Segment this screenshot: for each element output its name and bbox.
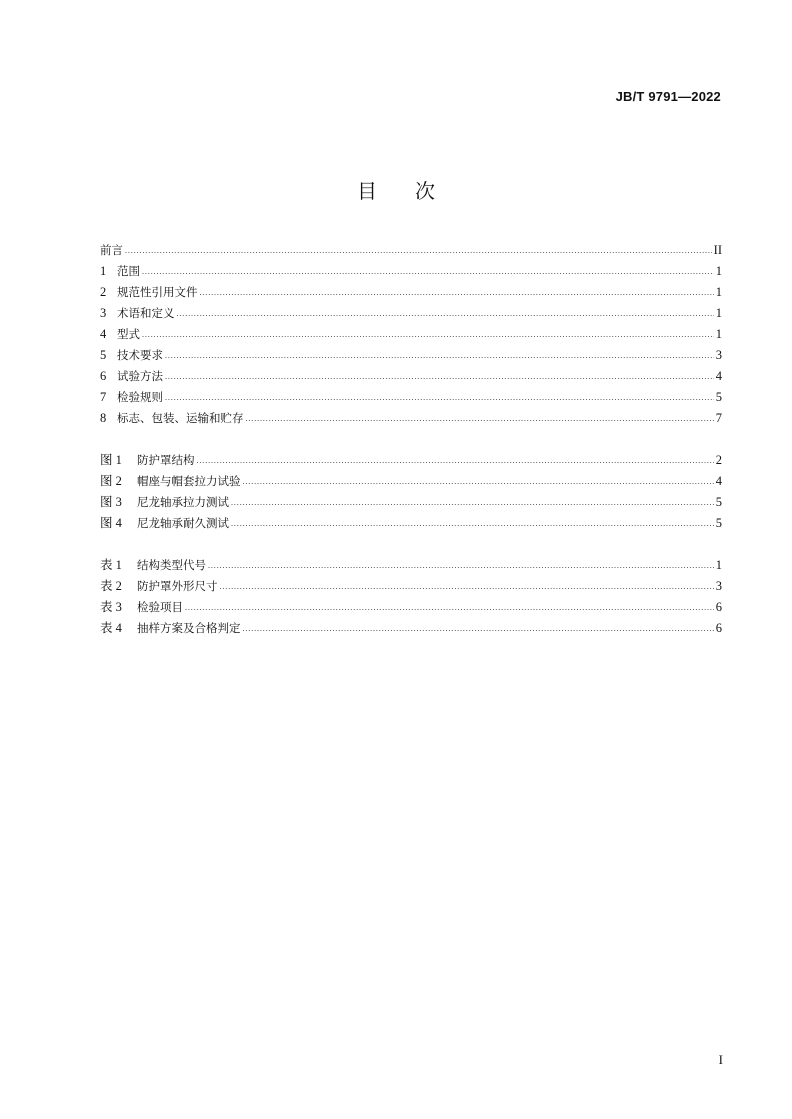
toc-entry-number: 表 4 — [100, 621, 122, 635]
toc-entry-section-3[interactable] — [100, 303, 722, 324]
toc-entry-page: 5 — [715, 516, 722, 530]
toc-entry-label: 标志、包装、运输和贮存 — [117, 411, 244, 425]
toc-leader-dots — [246, 408, 714, 429]
toc-leader-dots — [243, 618, 714, 639]
toc-entry-label: 检验项目 — [137, 600, 183, 614]
toc-entry-label: 检验规则 — [117, 390, 163, 404]
toc-entry-label: 试验方法 — [117, 369, 163, 383]
toc-entry-label: 结构类型代号 — [137, 558, 206, 572]
toc-leader-dots — [165, 345, 714, 366]
toc-entry-page: 1 — [715, 327, 722, 341]
toc-entry-page: II — [713, 243, 722, 257]
toc-entry-label: 尼龙轴承耐久测试 — [137, 516, 229, 530]
toc-leader-dots — [220, 576, 714, 597]
toc-entry-page: 7 — [715, 411, 722, 425]
toc-entry-number: 表 3 — [100, 600, 122, 614]
toc-entry-number: 4 — [100, 327, 107, 341]
toc-entry-figure-2[interactable] — [100, 471, 722, 492]
toc-figures — [100, 450, 722, 534]
toc-entry-number: 3 — [100, 306, 107, 320]
toc-leader-dots — [231, 492, 714, 513]
toc-entry-page: 1 — [715, 285, 722, 299]
toc-entry-page: 1 — [715, 306, 722, 320]
toc-entry-number: 8 — [100, 411, 107, 425]
toc-entry-page: 1 — [715, 264, 722, 278]
toc-entry-number: 2 — [100, 285, 107, 299]
toc-entry-number: 图 4 — [100, 516, 122, 530]
toc-leader-dots — [142, 261, 714, 282]
toc-sections — [100, 240, 722, 429]
toc-entry-page: 2 — [715, 453, 722, 467]
toc-leader-dots — [231, 513, 714, 534]
toc-entry-number: 图 2 — [100, 474, 122, 488]
toc-entry-table-1[interactable] — [100, 555, 722, 576]
toc-entry-page: 4 — [715, 369, 722, 383]
toc-leader-dots — [208, 555, 714, 576]
toc-entry-number: 图 3 — [100, 495, 122, 509]
toc-entry-number: 表 2 — [100, 579, 122, 593]
toc-entry-page: 6 — [715, 621, 722, 635]
toc-entry-section-2[interactable] — [100, 282, 722, 303]
standard-code: JB/T 9791—2022 — [615, 89, 721, 104]
page-title-char-1: 目 — [357, 179, 377, 203]
toc-entry-table-4[interactable] — [100, 618, 722, 639]
toc-leader-dots — [142, 324, 714, 345]
toc-entry-page: 4 — [715, 474, 722, 488]
toc-entry-section-4[interactable] — [100, 324, 722, 345]
toc-entry-table-3[interactable] — [100, 597, 722, 618]
toc-entry-label: 帽座与帽套拉力试验 — [137, 474, 241, 488]
toc-leader-dots — [165, 387, 714, 408]
toc-entry-label: 规范性引用文件 — [117, 285, 198, 299]
toc-entry-foreword[interactable] — [100, 240, 722, 261]
toc-entry-page: 6 — [715, 600, 722, 614]
toc-entry-page: 3 — [715, 348, 722, 362]
toc-leader-dots — [165, 366, 714, 387]
toc-entry-number: 6 — [100, 369, 107, 383]
toc-entry-page: 5 — [715, 495, 722, 509]
page-title — [0, 175, 792, 204]
toc-leader-dots — [243, 471, 714, 492]
toc-entry-label: 防护罩结构 — [137, 453, 195, 467]
toc-tables — [100, 555, 722, 639]
toc-entry-label: 技术要求 — [117, 348, 163, 362]
toc-leader-dots — [125, 240, 712, 261]
toc-entry-figure-3[interactable] — [100, 492, 722, 513]
toc-entry-label: 术语和定义 — [117, 306, 175, 320]
toc-entry-section-8[interactable] — [100, 408, 722, 429]
toc-entry-label: 前言 — [100, 243, 123, 257]
toc-leader-dots — [177, 303, 714, 324]
page-title-char-2: 次 — [415, 179, 435, 203]
toc-entry-number: 图 1 — [100, 453, 122, 467]
toc-entry-number: 表 1 — [100, 558, 122, 572]
toc-entry-number: 7 — [100, 390, 107, 404]
toc-entry-page: 3 — [715, 579, 722, 593]
toc-leader-dots — [197, 450, 714, 471]
toc-entry-figure-4[interactable] — [100, 513, 722, 534]
toc-entry-label: 型式 — [117, 327, 140, 341]
page-number: I — [718, 1052, 723, 1067]
toc-entry-label: 范围 — [117, 264, 140, 278]
toc-entry-page: 1 — [715, 558, 722, 572]
toc-entry-label: 尼龙轴承拉力测试 — [137, 495, 229, 509]
toc-entry-section-5[interactable] — [100, 345, 722, 366]
toc-entry-section-1[interactable] — [100, 261, 722, 282]
toc-entry-section-7[interactable] — [100, 387, 722, 408]
toc-entry-page: 5 — [715, 390, 722, 404]
toc-entry-number: 5 — [100, 348, 107, 362]
toc-entry-table-2[interactable] — [100, 576, 722, 597]
toc-entry-label: 抽样方案及合格判定 — [137, 621, 241, 635]
toc-leader-dots — [200, 282, 714, 303]
toc-entry-section-6[interactable] — [100, 366, 722, 387]
toc-entry-number: 1 — [100, 264, 107, 278]
toc-entry-label: 防护罩外形尺寸 — [137, 579, 218, 593]
toc-leader-dots — [185, 597, 714, 618]
toc-entry-figure-1[interactable] — [100, 450, 722, 471]
